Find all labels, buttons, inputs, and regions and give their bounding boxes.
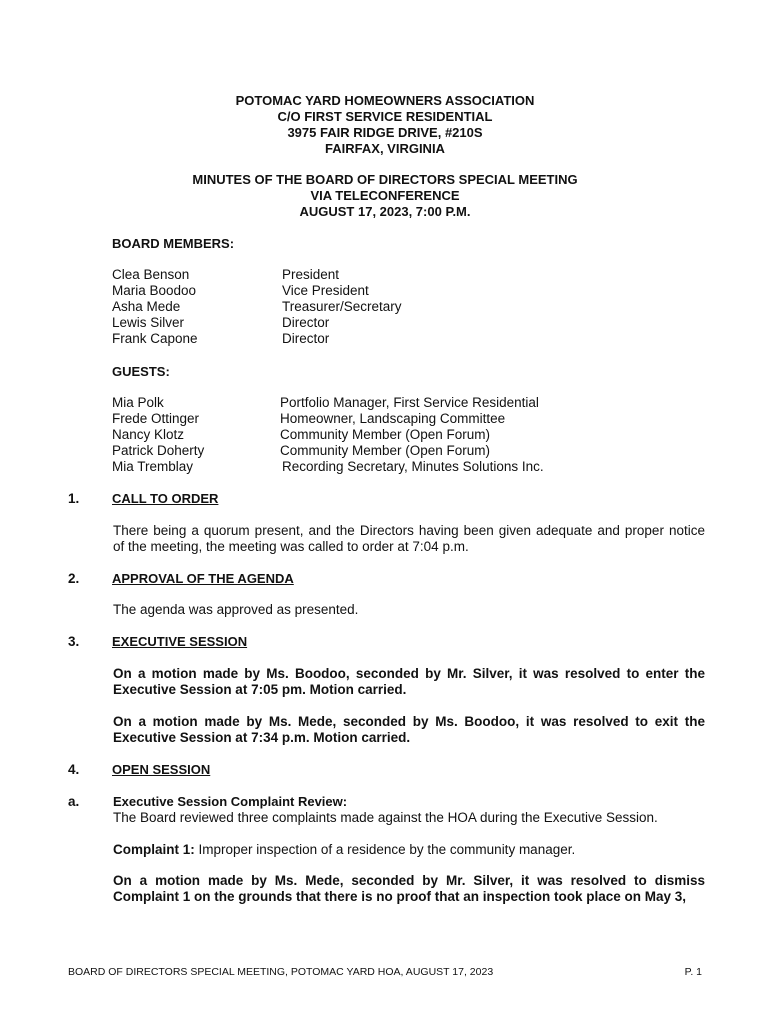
motion-enter-executive xyxy=(113,666,705,698)
guest-role: Portfolio Manager, First Service Residential xyxy=(280,395,539,410)
motion-line: On a motion made by Ms. Mede, seconded by Ms. Boodoo, it was resolved to exit the xyxy=(113,714,705,729)
care-of-line: C/O FIRST SERVICE RESIDENTIAL xyxy=(277,109,493,124)
board-member-role: Director xyxy=(282,315,330,330)
section-number: 4. xyxy=(68,762,80,777)
board-member-role: Treasurer/Secretary xyxy=(282,299,402,314)
guest-role: Homeowner, Landscaping Committee xyxy=(280,411,506,426)
board-member-name: Frank Capone xyxy=(112,331,198,346)
section-title-approval-agenda: APPROVAL OF THE AGENDA xyxy=(112,571,294,586)
board-members-heading: BOARD MEMBERS: xyxy=(112,236,235,251)
page-number: P. 1 xyxy=(684,966,702,978)
address-line: 3975 FAIR RIDGE DRIVE, #210S xyxy=(287,125,483,140)
guest-name: Frede Ottinger xyxy=(112,411,200,426)
motion-line: Complaint 1 on the grounds that there is no proof that an inspection took place on May 3, xyxy=(113,889,687,904)
section-title-executive-session: EXECUTIVE SESSION xyxy=(112,634,248,649)
board-member-names xyxy=(112,267,198,347)
call-to-order-text xyxy=(113,523,705,555)
complaint-label: Complaint 1: xyxy=(113,842,195,857)
meeting-title: MINUTES OF THE BOARD OF DIRECTORS SPECIAL MEETING xyxy=(192,172,578,187)
guest-role: Community Member (Open Forum) xyxy=(280,443,491,458)
guest-name: Mia Tremblay xyxy=(112,459,194,474)
paragraph-line: There being a quorum present, and the Directors having been given adequate and proper notice xyxy=(113,523,705,538)
guest-roles xyxy=(280,395,544,475)
guest-name: Nancy Klotz xyxy=(112,427,185,442)
guest-role: Community Member (Open Forum) xyxy=(280,427,491,442)
meeting-mode: VIA TELECONFERENCE xyxy=(310,188,460,203)
motion-line: Executive Session at 7:34 p.m. Motion carried. xyxy=(113,730,411,745)
motion-line: On a motion made by Ms. Boodoo, seconded by Mr. Silver, it was resolved to enter the xyxy=(113,666,705,681)
section-number: 2. xyxy=(68,571,80,586)
guest-names xyxy=(112,395,204,475)
agenda-text: The agenda was approved as presented. xyxy=(113,602,359,617)
guests-heading: GUESTS: xyxy=(112,364,170,379)
board-member-name: Lewis Silver xyxy=(112,315,185,330)
board-member-name: Maria Boodoo xyxy=(112,283,197,298)
footer-title: BOARD OF DIRECTORS SPECIAL MEETING, POTOMAC YARD HOA, AUGUST 17, 2023 xyxy=(68,966,494,978)
org-name: POTOMAC YARD HOMEOWNERS ASSOCIATION xyxy=(235,93,535,108)
complaint-1 xyxy=(113,842,575,858)
section-title-call-to-order: CALL TO ORDER xyxy=(112,491,219,506)
meeting-date: AUGUST 17, 2023, 7:00 P.M. xyxy=(299,204,471,219)
guest-name: Patrick Doherty xyxy=(112,443,205,458)
motion-line: Executive Session at 7:05 pm. Motion carried. xyxy=(113,682,407,697)
city-line: FAIRFAX, VIRGINIA xyxy=(325,141,445,156)
board-member-name: Clea Benson xyxy=(112,267,190,282)
guest-name: Mia Polk xyxy=(112,395,164,410)
section-title-open-session: OPEN SESSION xyxy=(112,762,211,777)
board-member-roles xyxy=(282,267,402,347)
paragraph-line: of the meeting, the meeting was called to order at 7:04 p.m. xyxy=(113,539,469,554)
board-member-name: Asha Mede xyxy=(112,299,181,314)
motion-dismiss-complaint xyxy=(113,873,705,905)
board-member-role: Vice President xyxy=(282,283,369,298)
motion-line: On a motion made by Ms. Mede, seconded by Mr. Silver, it was resolved to dismiss xyxy=(113,873,705,888)
complaint-description: Improper inspection of a residence by the community manager. xyxy=(198,842,576,857)
subsection-letter: a. xyxy=(68,794,80,809)
section-number: 1. xyxy=(68,491,80,506)
guest-role: Recording Secretary, Minutes Solutions Inc. xyxy=(282,459,544,474)
board-member-role: Director xyxy=(282,331,330,346)
subsection-title: Executive Session Complaint Review: xyxy=(113,794,348,809)
complaint-review-text: The Board reviewed three complaints made against the HOA during the Executive Session. xyxy=(113,810,658,825)
motion-exit-executive xyxy=(113,714,705,746)
board-member-role: President xyxy=(282,267,340,282)
section-number: 3. xyxy=(68,634,80,649)
